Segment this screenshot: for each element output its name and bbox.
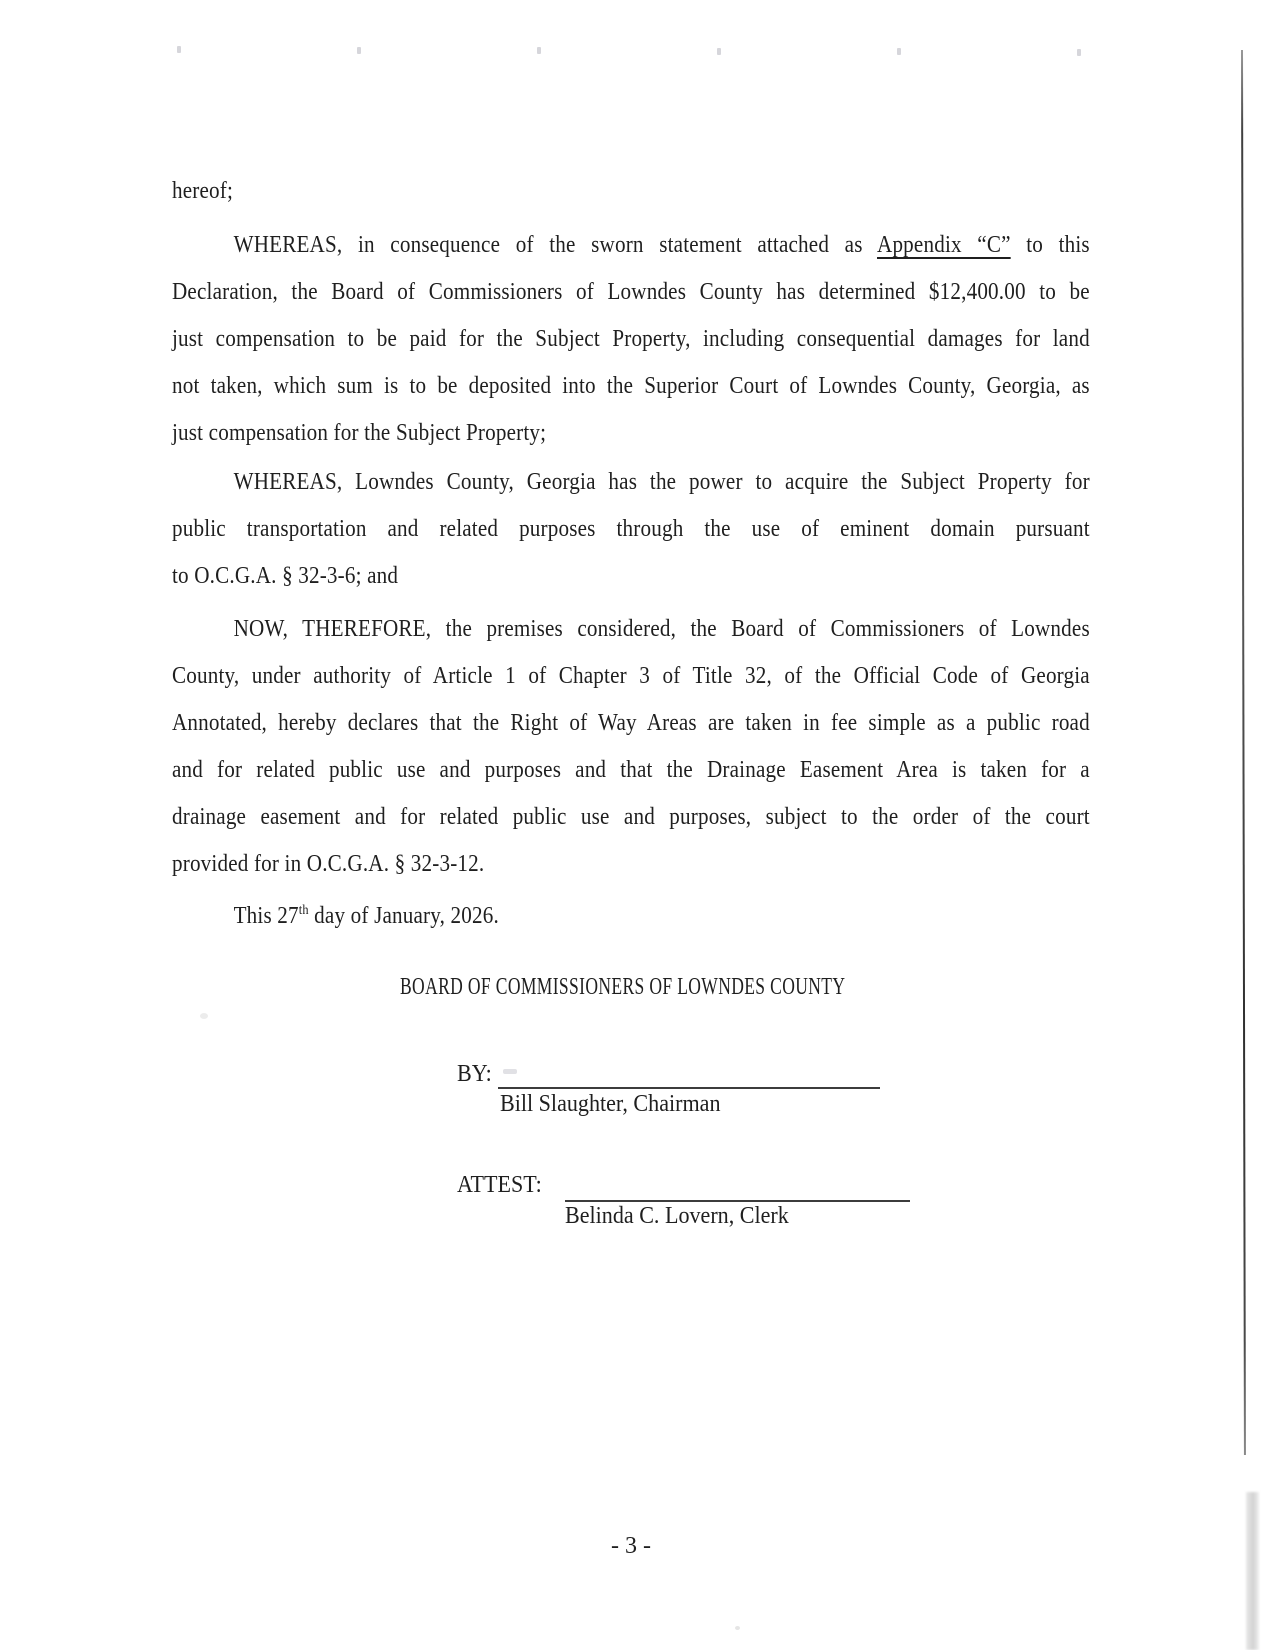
scan-artifact-speck bbox=[177, 46, 181, 53]
text-line: and for related public use and purposes and that the Drainage Easement Area is taken for a bbox=[172, 757, 1090, 783]
text-line: NOW, THEREFORE, the premises considered, the Board of Commissioners of Lowndes bbox=[233, 616, 1090, 642]
attest-label: ATTEST: bbox=[457, 1172, 542, 1198]
scan-artifact-speck bbox=[537, 47, 541, 54]
by-label: BY: bbox=[457, 1061, 492, 1087]
document-body bbox=[172, 168, 1090, 940]
scan-artifact-speck bbox=[717, 48, 721, 55]
scan-artifact-speck bbox=[200, 1013, 208, 1019]
paragraph-whereas-eminent-domain bbox=[172, 459, 1090, 600]
scan-artifact-speck bbox=[1077, 49, 1081, 56]
clerk-name-title: Belinda C. Lovern, Clerk bbox=[565, 1203, 789, 1229]
text-segment: This 27 bbox=[233, 903, 299, 929]
text-line: provided for in O.C.G.A. § 32-3-12. bbox=[172, 851, 485, 877]
ordinal-superscript: th bbox=[298, 903, 309, 918]
text-line: WHEREAS, Lowndes County, Georgia has the power to acquire the Subject Property for bbox=[233, 469, 1090, 495]
text-line: County, under authority of Article 1 of Chapter 3 of Title 32, of the Official Code of Georgia bbox=[172, 663, 1090, 689]
text-line: to O.C.G.A. § 32-3-6; and bbox=[172, 563, 399, 589]
chairman-signature-line bbox=[498, 1087, 880, 1089]
scan-artifact-speck bbox=[897, 48, 901, 55]
chairman-name-title: Bill Slaughter, Chairman bbox=[500, 1091, 721, 1117]
paragraph-fragment-hereof: hereof; bbox=[172, 178, 234, 204]
scan-artifact-speck bbox=[735, 1626, 740, 1630]
text-line: just compensation to be paid for the Subject Property, including consequential damages for land bbox=[172, 326, 1090, 352]
scan-artifact-speck bbox=[357, 47, 361, 54]
page-number: - 3 - bbox=[611, 1533, 651, 1559]
paragraph-now-therefore bbox=[172, 606, 1090, 888]
text-line bbox=[172, 222, 1090, 269]
text-segment: WHEREAS, in consequence of the sworn statement attached as bbox=[233, 232, 878, 258]
scan-artifact-edge-shadow bbox=[1246, 1492, 1259, 1650]
signature-organization-title: BOARD OF COMMISSIONERS OF LOWNDES COUNTY bbox=[400, 974, 846, 1000]
text-segment: day of January, 2026. bbox=[308, 903, 499, 929]
scan-artifact-speck bbox=[503, 1069, 517, 1074]
text-line: not taken, which sum is to be deposited into the Superior Court of Lowndes County, Georgia, as bbox=[172, 373, 1090, 399]
text-line: public transportation and related purposes through the use of eminent domain pursuant bbox=[172, 516, 1090, 542]
text-line: Declaration, the Board of Commissioners of Lowndes County has determined $12,400.00 to be bbox=[172, 279, 1090, 305]
text-line: just compensation for the Subject Property; bbox=[172, 420, 547, 446]
text-line: Annotated, hereby declares that the Right of Way Areas are taken in fee simple as a public road bbox=[172, 710, 1090, 736]
clerk-signature-line bbox=[565, 1200, 910, 1202]
text-line: drainage easement and for related public use and purposes, subject to the order of the court bbox=[172, 804, 1090, 830]
scan-artifact-vertical-line bbox=[1241, 50, 1246, 1455]
appendix-c-reference: Appendix “C” bbox=[877, 232, 1011, 258]
paragraph-whereas-compensation bbox=[172, 222, 1090, 457]
text-segment: to this bbox=[1010, 232, 1090, 258]
execution-date-line bbox=[172, 893, 1090, 940]
